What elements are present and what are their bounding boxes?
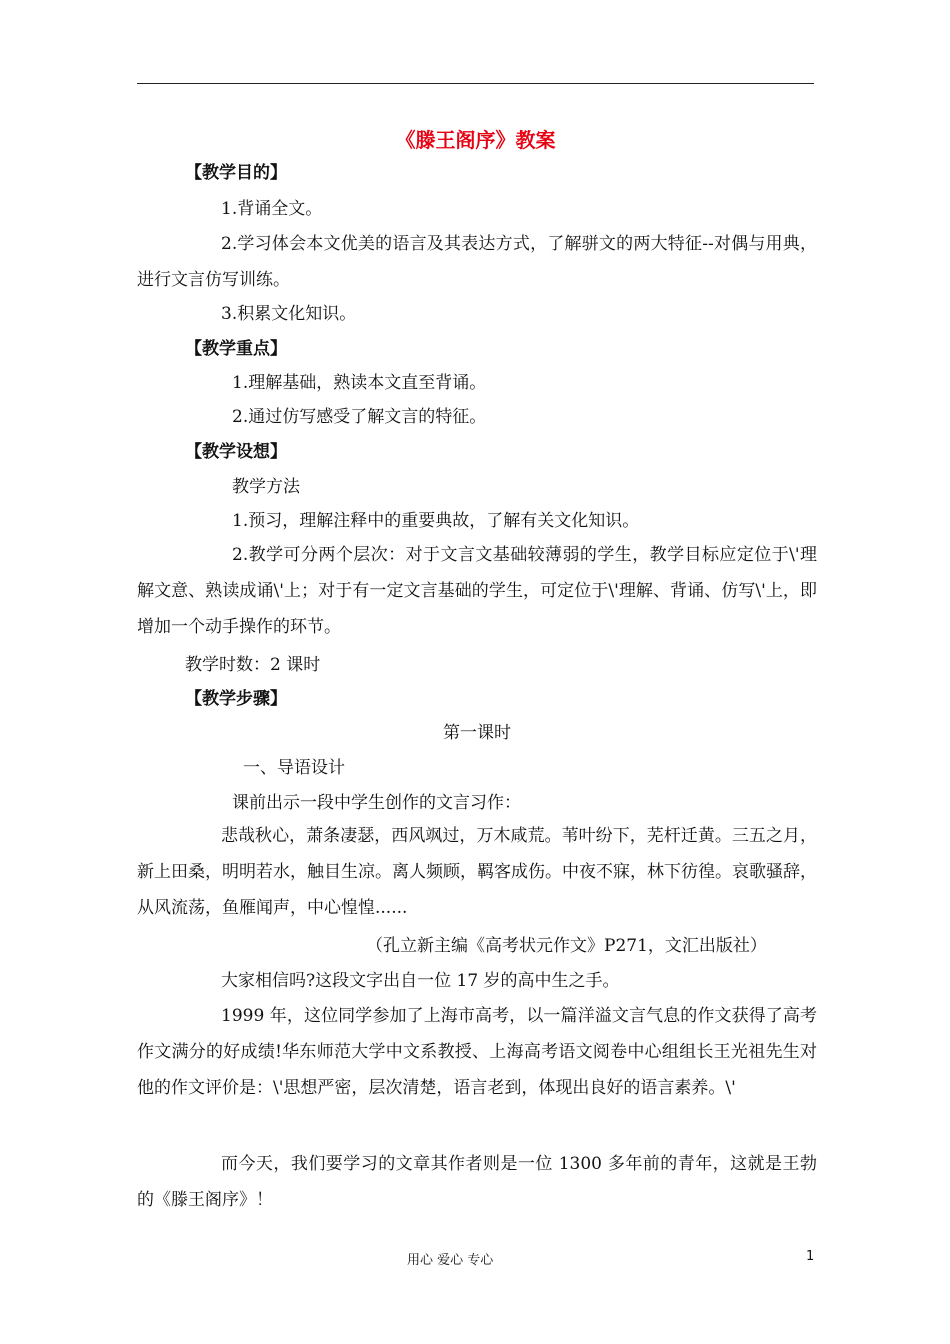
teaching-hours: 教学时数：2 课时 — [185, 655, 321, 675]
header-rule — [137, 83, 814, 84]
paragraph-1: 大家相信吗?这段文字出自一位 17 岁的高中生之手。 — [221, 971, 620, 991]
intro-text: 课前出示一段中学生创作的文言习作： — [232, 793, 521, 813]
steps-heading: 【教学步骤】 — [185, 689, 287, 709]
objectives-heading: 【教学目的】 — [185, 163, 287, 183]
paragraph-3: 而今天，我们要学习的文章其作者则是一位 1300 多年前的青年，这就是王勃的《滕王阁序》！ — [137, 1154, 817, 1210]
method-1: 1.预习，理解注释中的重要典故，了解有关文化知识。 — [232, 511, 640, 531]
quote-source: （孔立新主编《高考状元作文》P271，文汇出版社） — [366, 936, 767, 956]
focus-2: 2.通过仿写感受了解文言的特征。 — [232, 407, 487, 427]
objective-1: 1.背诵全文。 — [221, 199, 323, 219]
lesson-one-heading: 第一课时 — [443, 723, 511, 743]
quote-passage: 悲哉秋心，萧条凄瑟，西风飒过，万木咸荒。苇叶纷下，芜杆迁黄。三五之月，新上田桑，明明若水，触目生凉。离人频顾，羁客成伤。中夜不寐，林下彷徨。哀歌骚辞，从风流荡，鱼雁闻声，中心惶惶...... — [137, 826, 817, 918]
page-title: 《滕王阁序》教案 — [395, 128, 556, 152]
focus-heading: 【教学重点】 — [185, 339, 287, 359]
design-heading: 【教学设想】 — [185, 442, 287, 462]
footer-motto: 用心 爱心 专心 — [407, 1253, 494, 1268]
method-2: 2.教学可分两个层次：对于文言文基础较薄弱的学生，教学目标应定位于\'理解文意、熟读成诵\'上；对于有一定文言基础的学生，可定位于\'理解、背诵、仿写\'上，即增加一个动手操作的环节。 — [137, 545, 817, 637]
method-label: 教学方法 — [232, 477, 300, 497]
paragraph-2: 1999 年，这位同学参加了上海市高考，以一篇洋溢文言气息的作文获得了高考作文满分的好成绩!华东师范大学中文系教授、上海高考语文阅卷中心组组长王光祖先生对他的作文评价是：\'思想严密，层次清楚，语言老到，体现出良好的语言素养。\' — [137, 1006, 817, 1098]
focus-1: 1.理解基础，熟读本文直至背诵。 — [232, 373, 487, 393]
objective-3: 3.积累文化知识。 — [221, 304, 357, 324]
objective-2: 2.学习体会本文优美的语言及其表达方式，了解骈文的两大特征--对偶与用典，进行文言仿写训练。 — [137, 234, 817, 290]
intro-heading: 一、导语设计 — [243, 758, 345, 778]
page-number: 1 — [806, 1249, 815, 1264]
